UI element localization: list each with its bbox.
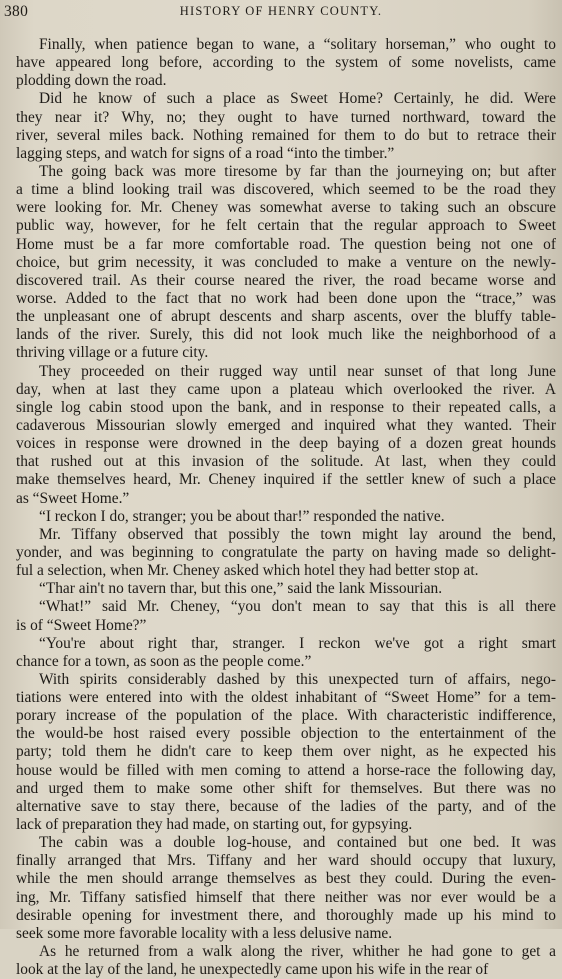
text-line: They proceeded on their rugged way until near sunset of that long June bbox=[39, 362, 556, 380]
text-line: make themselves heard, Mr. Cheney inquired if the settler knew of such a place bbox=[16, 471, 556, 489]
text-line: choice, but grim necessity, it was concluded to make a venture on the newly- bbox=[16, 253, 556, 271]
text-line: lagging steps, and watch for signs of a road “into the timber.” bbox=[16, 144, 395, 162]
text-line: Mr. Tiffany observed that possibly the town might lay around the bend, bbox=[39, 525, 556, 543]
page-number: 380 bbox=[4, 3, 29, 20]
text-line: “What!” said Mr. Cheney, “you don't mean to say that this is all there bbox=[39, 598, 556, 616]
paragraph bbox=[16, 90, 556, 163]
text-line: the would-be host raised every possible objection to the entertainment of the bbox=[16, 725, 556, 743]
text-line: lands of the river. Surely, this did not look much like the neighborhood of a bbox=[16, 326, 556, 344]
text-line: finally arranged that Mrs. Tiffany and her ward should occupy that luxury, bbox=[16, 852, 556, 870]
text-line: have appeared long before, according to the system of some novelists, came bbox=[16, 54, 556, 72]
text-line: look at the lay of the land, he unexpectedly came upon his wife in the rear of bbox=[16, 961, 489, 979]
text-line: With spirits considerably dashed by this unexpected turn of affairs, nego- bbox=[39, 670, 556, 688]
paragraph bbox=[16, 363, 556, 508]
paragraph bbox=[16, 671, 556, 834]
text-line: that rushed out at this invasion of the solitude. At last, when they could bbox=[16, 453, 556, 471]
text-line: Home must be a far more comfortable road. The question being not one of bbox=[16, 235, 556, 253]
paragraph bbox=[16, 526, 556, 580]
text-line: The cabin was a double log-house, and contained but one bed. It was bbox=[39, 834, 556, 852]
text-line: thriving village or a future city. bbox=[16, 344, 209, 362]
paragraph bbox=[16, 598, 556, 634]
text-line: Did he know of such a place as Sweet Home? Certainly, he did. Were bbox=[39, 90, 556, 108]
paragraph bbox=[16, 163, 556, 363]
text-line: were looking for. Mr. Cheney was somewhat averse to taking such an obscure bbox=[16, 199, 556, 217]
paragraph bbox=[16, 36, 556, 90]
text-line: voices in response were drowned in the deep baying of a dozen great hounds bbox=[16, 435, 556, 453]
text-line: while the men should arrange themselves as best they could. During the even- bbox=[16, 870, 556, 888]
text-line: discovered trail. As their course neared the river, the road became worse and bbox=[16, 271, 556, 289]
text-line: a time a blind looking trail was discovered, which seemed to be the road they bbox=[16, 181, 556, 199]
text-line: public way, however, for he felt certain that the regular approach to Sweet bbox=[16, 217, 556, 235]
text-line: as “Sweet Home.” bbox=[16, 489, 130, 507]
text-line: chance for a town, as soon as the people come.” bbox=[16, 652, 312, 670]
body-text bbox=[16, 36, 556, 979]
text-line: single log cabin stood upon the bank, and in response to their repeated calls, a bbox=[16, 398, 556, 416]
text-line: “You're about right thar, stranger. I reckon we've got a right smart bbox=[39, 634, 556, 652]
text-line: Finally, when patience began to wane, a “solitary horseman,” who ought to bbox=[39, 36, 556, 53]
text-line: “Thar ain't no tavern thar, but this one,” said the lank Missourian. bbox=[39, 580, 443, 598]
text-line: ing, Mr. Tiffany satisfied himself that there neither was nor ever would be a bbox=[16, 888, 556, 906]
text-line: party; told them he didn't care to keep them over night, as he expected his bbox=[16, 743, 556, 761]
text-line: house would be filled with men coming to attend a horse-race the following day, bbox=[16, 761, 556, 779]
text-line: tiations were entered into with the oldest inhabitant of “Sweet Home” for a tem- bbox=[16, 689, 556, 707]
text-line: lack of preparation they had made, on starting out, for gypsying. bbox=[16, 816, 413, 834]
text-line: day, when at last they came upon a plateau which overlooked the river. A bbox=[16, 380, 556, 398]
text-line: “I reckon I do, stranger; you be about thar!” responded the native. bbox=[39, 507, 445, 525]
text-line: seek some more favorable locality with a less delusive name. bbox=[16, 924, 393, 942]
text-line: porary increase of the population of the place. With characteristic indifference, bbox=[16, 707, 556, 725]
text-line: ful a selection, when Mr. Cheney asked which hotel they had better stop at. bbox=[16, 562, 479, 580]
text-line: The going back was more tiresome by far than the journeying on; but after bbox=[39, 162, 556, 180]
text-line: desirable opening for investment there, and thoroughly made up his mind to bbox=[16, 906, 556, 924]
paragraph bbox=[16, 580, 556, 598]
text-line: cadaverous Missourian slowly emerged and inquired what they wanted. Their bbox=[16, 416, 556, 434]
text-line: is of “Sweet Home?” bbox=[16, 616, 147, 634]
paragraph bbox=[16, 508, 556, 526]
paragraph bbox=[16, 943, 556, 979]
text-line: river, several miles back. Nothing remained for them to do but to retrace their bbox=[16, 126, 556, 144]
text-line: yonder, and was beginning to congratulate the party on having made so delight- bbox=[16, 543, 556, 561]
text-line: and urged them to make some other shift for themselves. But there was no bbox=[16, 779, 556, 797]
text-line: plodding down the road. bbox=[16, 72, 167, 90]
running-head: HISTORY OF HENRY COUNTY. bbox=[179, 4, 383, 18]
page-header bbox=[0, 3, 562, 23]
text-line: alternative save to stay there, because of the ladies of the party, and of the bbox=[16, 797, 556, 815]
paragraph bbox=[16, 834, 556, 943]
text-line: the unpleasant one of abrupt descents and sharp ascents, over the bluffy table- bbox=[16, 308, 556, 326]
text-line: they near it? Why, no; they ought to have turned northward, toward the bbox=[16, 108, 556, 126]
text-line: worse. Added to the fact that no work had been done upon the “trace,” was bbox=[16, 289, 556, 307]
text-line: As he returned from a walk along the river, whither he had gone to get a bbox=[39, 943, 556, 961]
paragraph bbox=[16, 635, 556, 671]
